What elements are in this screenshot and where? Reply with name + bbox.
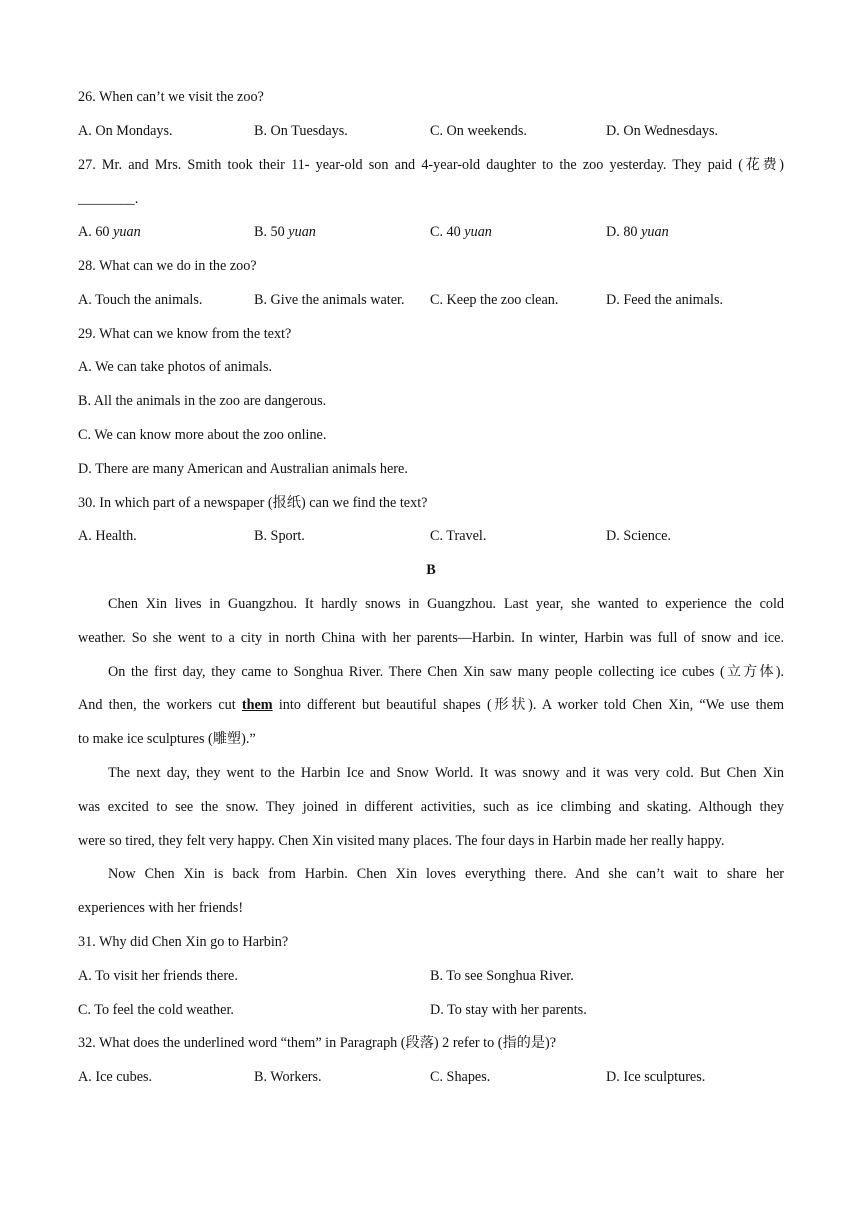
question-32 <box>78 1035 784 1052</box>
option-c[interactable]: C. Keep the zoo clean. <box>430 292 559 308</box>
option-label: C. 40 <box>430 224 465 240</box>
question-text: What does the underlined word “them” in Paragraph (段落) 2 refer to (指的是)? <box>99 1035 557 1051</box>
option-c[interactable]: C. We can know more about the zoo online. <box>78 427 327 443</box>
passage-line: Now Chen Xin is back from Harbin. Chen Xin loves everything there. And she can’t wait to share her <box>108 866 784 882</box>
option-d[interactable]: D. On Wednesdays. <box>606 123 719 139</box>
option-a[interactable]: A. Ice cubes. <box>78 1069 153 1085</box>
passage-line: On the first day, they came to Songhua River. There Chen Xin saw many people collecting ice cubes (立方体). <box>108 664 784 680</box>
section-heading: B <box>426 562 436 578</box>
question-28 <box>78 258 784 275</box>
question-number: 26. <box>78 89 96 105</box>
option-d[interactable]: D. There are many American and Australian animals here. <box>78 461 408 477</box>
option-label: D. 80 <box>606 224 642 240</box>
question-number: 32. <box>78 1035 96 1051</box>
passage-line: weather. So she went to a city in north China with her parents—Harbin. In winter, Harbin was full of snow and ice. <box>78 630 784 646</box>
passage-line <box>78 697 784 714</box>
option-unit: yuan <box>288 224 316 240</box>
question-30 <box>78 495 784 512</box>
option-c[interactable] <box>430 224 492 241</box>
option-c[interactable]: C. On weekends. <box>430 123 527 139</box>
passage-line: were so tired, they felt very happy. Chen Xin visited many places. The four days in Harbin made her really happy. <box>78 833 725 849</box>
option-b[interactable]: B. All the animals in the zoo are dangerous. <box>78 393 327 409</box>
option-a[interactable] <box>78 224 141 241</box>
option-b[interactable]: B. Workers. <box>254 1069 322 1085</box>
option-b[interactable] <box>254 224 316 241</box>
passage-line: Chen Xin lives in Guangzhou. It hardly snows in Guangzhou. Last year, she wanted to experience the cold <box>108 596 784 612</box>
passage-line: experiences with her friends! <box>78 900 244 916</box>
option-unit: yuan <box>641 224 669 240</box>
option-a[interactable]: A. On Mondays. <box>78 123 173 139</box>
passage-text: into different but beautiful shapes (形状). A worker told Chen Xin, “We use them <box>272 697 784 713</box>
question-number: 28. <box>78 258 96 274</box>
question-text: What can we know from the text? <box>99 326 292 342</box>
option-label: B. 50 <box>254 224 289 240</box>
question-text: In which part of a newspaper (报纸) can we find the text? <box>99 495 428 511</box>
option-label: A. 60 <box>78 224 114 240</box>
question-number: 27. <box>78 157 96 173</box>
question-number: 31. <box>78 934 96 950</box>
option-b[interactable]: B. On Tuesdays. <box>254 123 348 139</box>
passage-line: The next day, they went to the Harbin Ice and Snow World. It was snowy and it was very cold. But Chen Xin <box>108 765 784 781</box>
underlined-word: them <box>241 697 273 713</box>
option-b[interactable]: B. Give the animals water. <box>254 292 405 308</box>
question-text: Why did Chen Xin go to Harbin? <box>99 934 289 950</box>
question-31 <box>78 934 784 951</box>
option-d[interactable]: D. Feed the animals. <box>606 292 724 308</box>
option-c[interactable]: C. Shapes. <box>430 1069 491 1085</box>
question-27 <box>78 157 784 174</box>
option-a[interactable]: A. Touch the animals. <box>78 292 203 308</box>
option-d[interactable]: D. To stay with her parents. <box>430 1002 587 1018</box>
option-a[interactable]: A. To visit her friends there. <box>78 968 238 984</box>
question-text: When can’t we visit the zoo? <box>99 89 264 105</box>
question-text: Mr. and Mrs. Smith took their 11- year-old son and 4-year-old daughter to the zoo yesterday. They paid (花费) <box>101 157 785 173</box>
option-a[interactable]: A. We can take photos of animals. <box>78 359 273 375</box>
passage-line: to make ice sculptures (雕塑).” <box>78 731 256 747</box>
question-number: 29. <box>78 326 96 342</box>
answer-blank: ________. <box>78 191 139 207</box>
option-b[interactable]: B. Sport. <box>254 528 305 544</box>
question-text: What can we do in the zoo? <box>99 258 257 274</box>
option-a[interactable]: A. Health. <box>78 528 137 544</box>
option-d[interactable] <box>606 224 669 241</box>
question-number: 30. <box>78 495 96 511</box>
question-26 <box>78 89 784 106</box>
question-29 <box>78 326 784 343</box>
option-d[interactable]: D. Science. <box>606 528 672 544</box>
passage-line: was excited to see the snow. They joined in different activities, such as ice climbing and skating. Although they <box>78 799 784 815</box>
option-unit: yuan <box>464 224 492 240</box>
option-c[interactable]: C. To feel the cold weather. <box>78 1002 234 1018</box>
option-c[interactable]: C. Travel. <box>430 528 487 544</box>
option-unit: yuan <box>113 224 141 240</box>
passage-text: And then, the workers cut <box>78 697 242 713</box>
option-b[interactable]: B. To see Songhua River. <box>430 968 574 984</box>
option-d[interactable]: D. Ice sculptures. <box>606 1069 706 1085</box>
